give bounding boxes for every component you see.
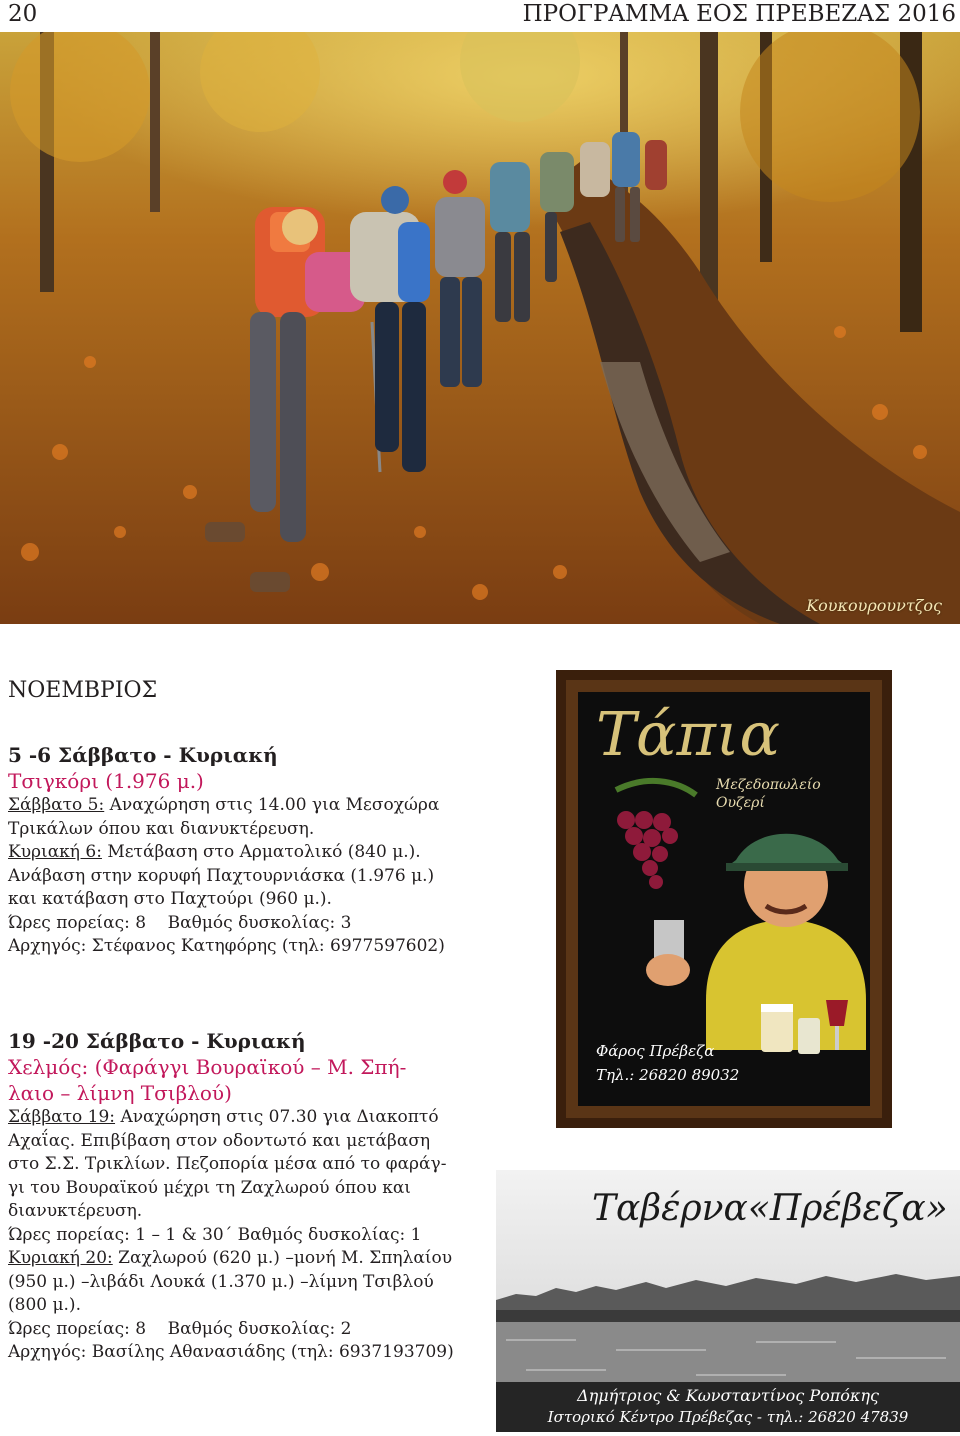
- event-2-line: [8, 1106, 498, 1130]
- tapia-brand: Τάπια: [596, 700, 781, 770]
- tapia-place: Φάρος Πρέβεζα: [596, 1042, 715, 1060]
- event-2-hours-difficulty-2: Ώρες πορείας: 8 Βαθμός δυσκολίας: 2: [8, 1318, 352, 1339]
- event-1-destination: Τσιγκόρι (1.976 μ.): [8, 769, 204, 793]
- event-1-line: Ανάβαση στην κορυφή Παχτουρνιάσκα (1.976 μ.): [8, 865, 435, 886]
- event-1-line: Τρικάλων όπου και διανυκτέρευση.: [8, 818, 315, 839]
- event-1-day2-text: Μετάβαση στο Αρματολικό (840 μ.).: [101, 842, 421, 862]
- event-2-line: Αχαΐας. Επιβίβαση στον οδοντωτό και μετάβαση: [8, 1130, 431, 1151]
- event-1-line: και κατάβαση στο Παχτούρι (960 μ.).: [8, 889, 332, 909]
- taverna-owners: Δημήτριος & Κωνσταντίνος Ροπόκης: [577, 1386, 879, 1405]
- hero-photo: [0, 32, 960, 624]
- event-2: [8, 1028, 498, 1365]
- taverna-address: Ιστορικό Κέντρο Πρέβεζας - τηλ.: 26820 47839: [547, 1408, 909, 1426]
- event-2-line: (800 μ.).: [8, 1295, 81, 1315]
- running-title: ΠΡΟΓΡΑΜΜΑ ΕΟΣ ΠΡΕΒΕΖΑΣ 2016: [522, 1, 956, 27]
- event-2-leader: Αρχηγός: Βασίλης Αθανασιάδης (τηλ: 6937193709): [8, 1342, 454, 1362]
- event-1-hours-difficulty: Ώρες πορείας: 8 Βαθμός δυσκολίας: 3: [8, 912, 352, 933]
- event-2-day1-label: Σάββατο 19:: [8, 1107, 116, 1127]
- event-1-leader: Αρχηγός: Στέφανος Κατηφόρης (τηλ: 6977597602): [8, 936, 445, 956]
- event-2-date: 19 -20 Σάββατο - Κυριακή: [8, 1029, 306, 1053]
- event-2-day2-text: Ζαχλωρού (620 μ.) –μονή Μ. Σπηλαίου: [112, 1248, 453, 1268]
- event-2-day2-label: Κυριακή 20:: [8, 1248, 113, 1268]
- event-2-destination-line-2: λαιο – λίμνη Τσιβλού): [8, 1081, 232, 1105]
- event-2-line: γι του Βουραϊκού μέχρι τη Ζαχλωρού όπου και: [8, 1177, 411, 1198]
- taverna-brand: Ταβέρνα«Πρέβεζα»: [592, 1188, 948, 1229]
- event-1-day1-label: Σάββατο 5:: [8, 795, 105, 815]
- event-2-hours-difficulty-1: Ώρες πορείας: 1 – 1 & 30΄ Βαθμός δυσκολίας: 1: [8, 1224, 422, 1245]
- tapia-phone: Τηλ.: 26820 89032: [596, 1066, 740, 1084]
- event-1-day1-text: Αναχώρηση στις 14.00 για Μεσοχώρα: [104, 795, 440, 815]
- event-1: [8, 742, 498, 959]
- tapia-subtitle: Μεζεδοπωλείο Ουζερί: [716, 777, 821, 811]
- event-1-line: [8, 841, 498, 865]
- event-2-line: στο Σ.Σ. Τρικλίων. Πεζοπορία μέσα από το φαράγ-: [8, 1154, 447, 1174]
- event-2-line: [8, 1247, 498, 1271]
- page-number: 20: [8, 1, 38, 27]
- photo-caption: Κουκουρουντζος: [806, 596, 942, 615]
- month-heading: ΝΟΕΜΒΡΙΟΣ: [8, 678, 158, 703]
- event-2-day1-text: Αναχώρηση στις 07.30 για Διακοπτό: [115, 1107, 439, 1127]
- ad-tapia: [556, 670, 892, 1128]
- ad-taverna: [496, 1170, 960, 1432]
- event-2-line: (950 μ.) –λιβάδι Λουκά (1.370 μ.) –λίμνη Τσιβλού: [8, 1271, 434, 1292]
- event-1-line: [8, 794, 498, 818]
- event-2-line: διανυκτέρευση.: [8, 1201, 143, 1221]
- event-1-date: 5 -6 Σάββατο - Κυριακή: [8, 743, 278, 767]
- event-2-destination-line-1: Χελμός: (Φαράγγι Βουραϊκού – Μ. Σπή-: [8, 1055, 407, 1079]
- event-1-day2-label: Κυριακή 6:: [8, 842, 102, 862]
